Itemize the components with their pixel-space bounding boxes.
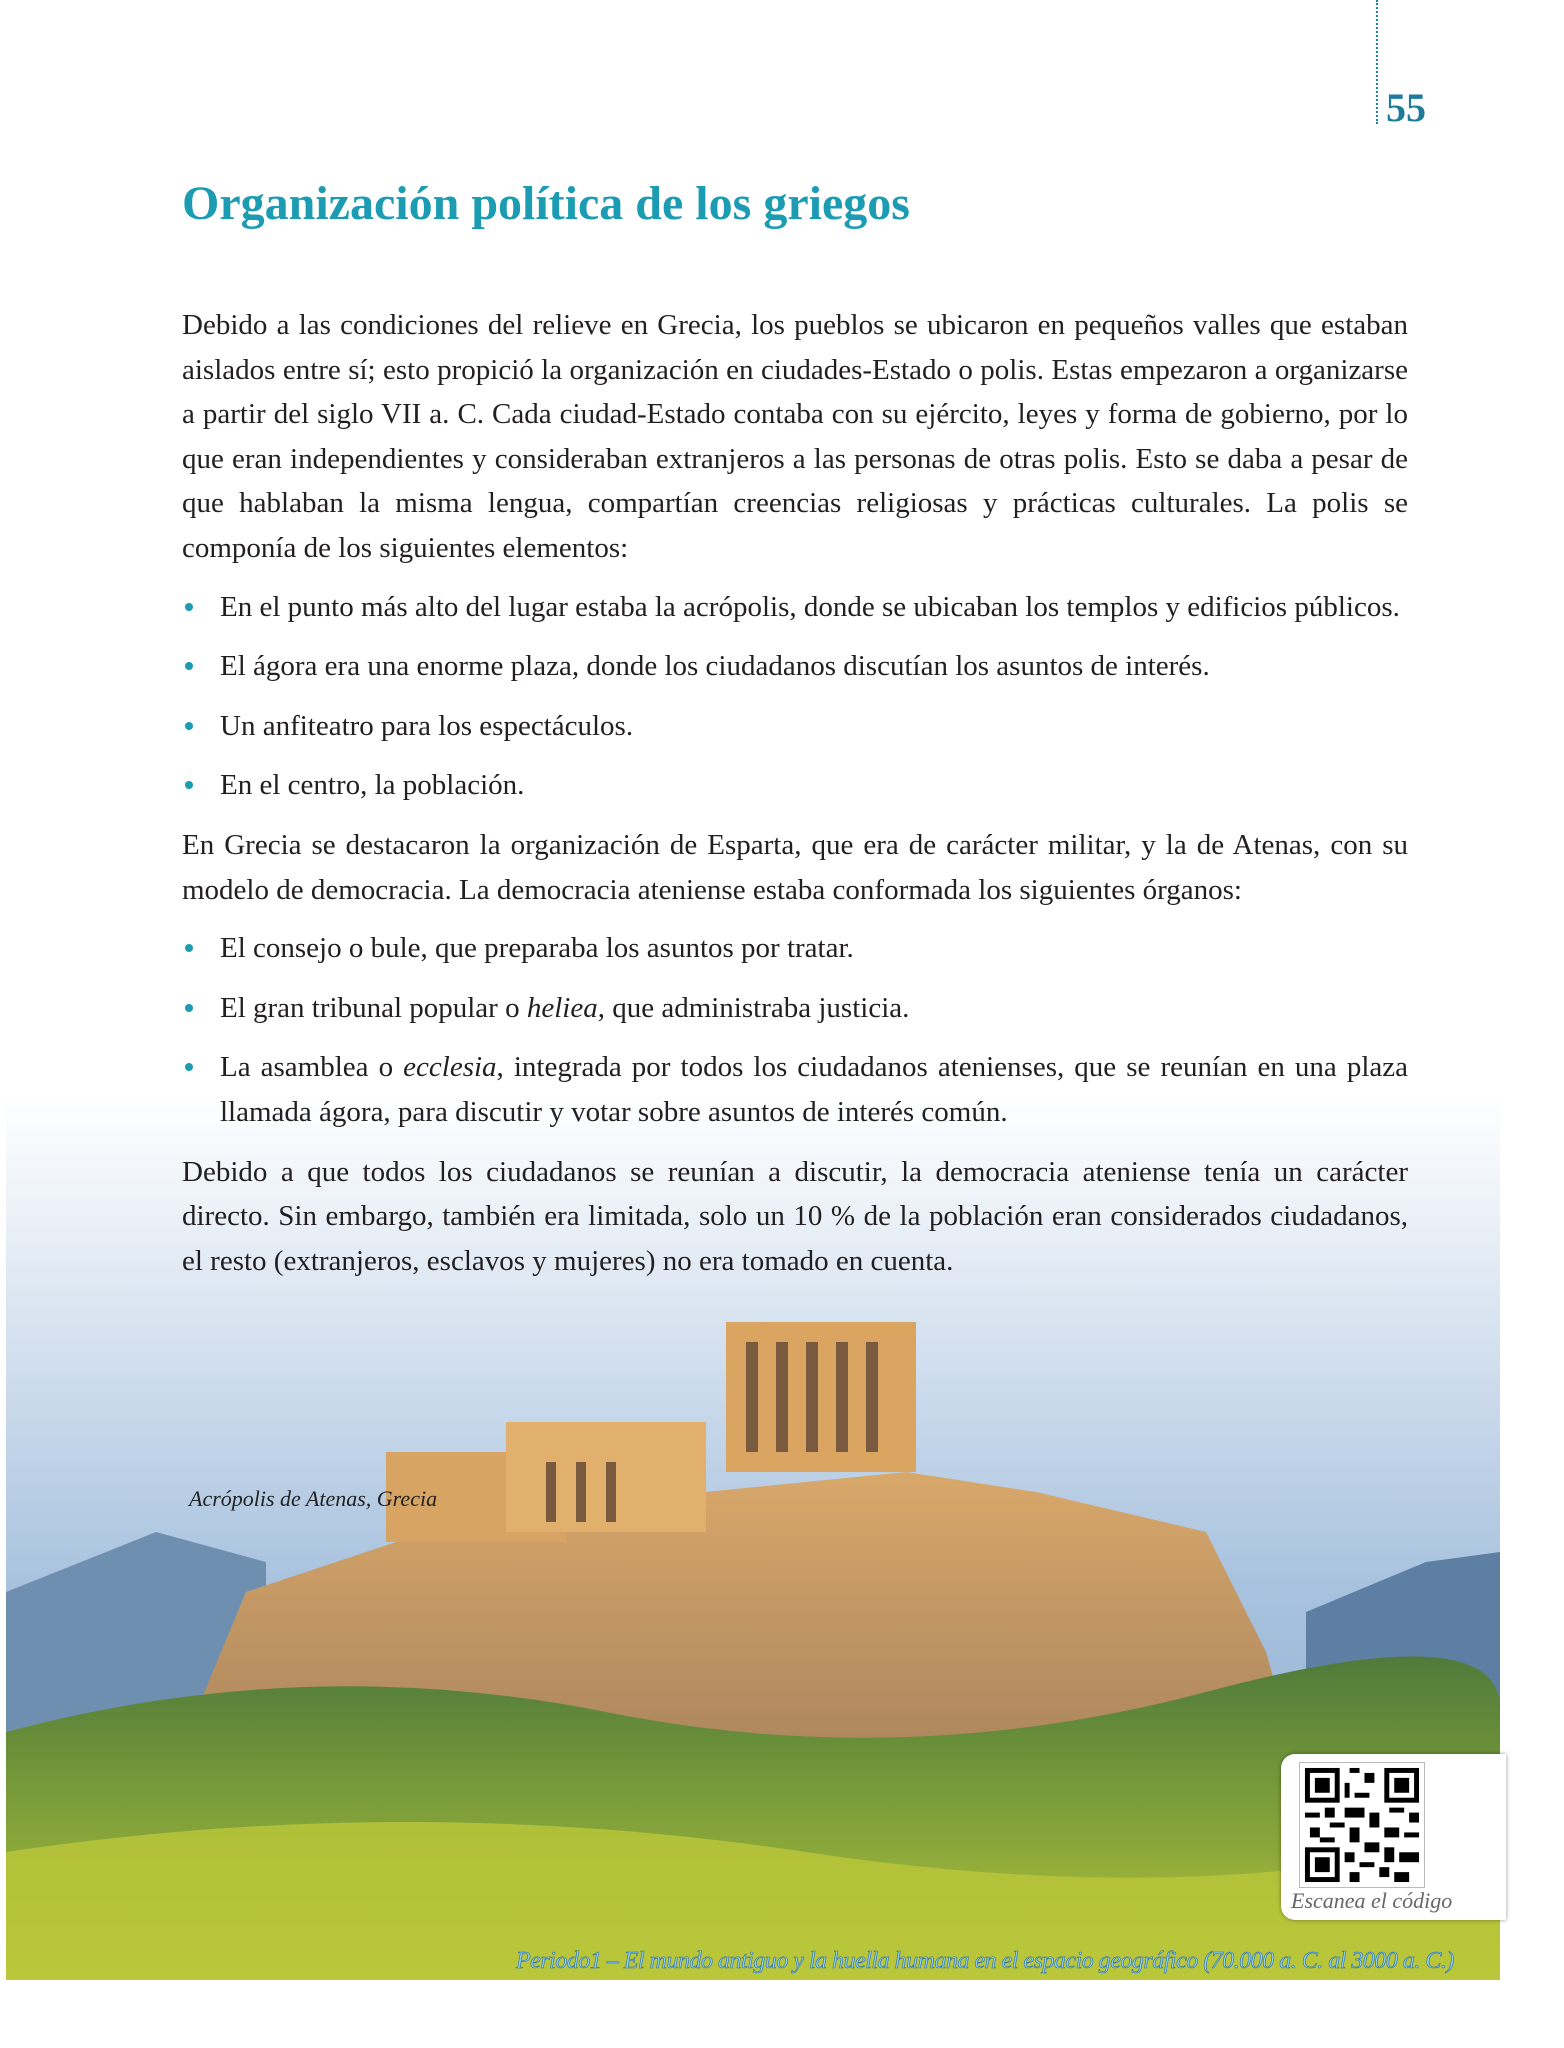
conclusion-paragraph: Debido a que todos los ciudadanos se reunían a discutir, la democracia ateniense tenía un carácter directo. Sin embargo, también era limitada, solo un 10 % de la población eran considerados ciudadanos, el resto (extranjeros, esclavos y mujeres) no era tomado en cuenta. xyxy=(182,1155,1408,1277)
item-text: El gran tribunal popular o xyxy=(220,991,527,1024)
page-number: 55 xyxy=(1386,85,1426,130)
main-text xyxy=(182,303,1408,1297)
item-text: La asamblea o xyxy=(220,1051,404,1084)
item-term: ecclesia xyxy=(403,1051,497,1084)
page-margin-divider xyxy=(1376,0,1378,124)
item-text: , integrada por todos los ciudadanos atenienses, que se reunían en una plaza llamada ágora, para discutir y votar sobre asuntos de interés común. xyxy=(220,1051,1408,1128)
page-footer: Periodo1 – El mundo antiguo y la huella humana en el espacio geográfico (70.000 a. C. al 3000 a. C.) xyxy=(516,1948,1454,1974)
list-item xyxy=(182,1045,1408,1134)
item-text: , que administraba justicia. xyxy=(597,991,910,1024)
photo-caption: Acrópolis de Atenas, Grecia xyxy=(189,1486,438,1511)
list-item: En el centro, la población. xyxy=(182,763,1408,808)
list-item: En el punto más alto del lugar estaba la acrópolis, donde se ubicaban los templos y edificios públicos. xyxy=(182,585,1408,630)
polis-elements-list xyxy=(182,585,1408,808)
list-item: Un anfiteatro para los espectáculos. xyxy=(182,704,1408,749)
athenian-organs-list xyxy=(182,926,1408,1134)
qr-code-box[interactable] xyxy=(1281,1754,1506,1920)
qr-code-icon[interactable] xyxy=(1299,1762,1425,1888)
list-item xyxy=(182,986,1408,1031)
page-title: Organización política de los griegos xyxy=(182,177,910,230)
qr-label: Escanea el código xyxy=(1291,1888,1453,1913)
item-term: heliea xyxy=(526,991,598,1024)
item-text: El consejo o bule, que preparaba los asuntos por tratar. xyxy=(220,932,854,965)
list-item xyxy=(182,926,1408,971)
democracy-paragraph: En Grecia se destacaron la organización de Esparta, que era de carácter militar, y la de Atenas, con su modelo de democracia. La democracia ateniense estaba conformada los siguientes órganos: xyxy=(182,828,1408,906)
list-item: El ágora era una enorme plaza, donde los ciudadanos discutían los asuntos de interés. xyxy=(182,644,1408,689)
intro-paragraph: Debido a las condiciones del relieve en Grecia, los pueblos se ubicaron en pequeños valles que estaban aislados entre sí; esto propició la organización en ciudades-Estado o polis. Estas empezaron a organizarse a partir del siglo VII a. C. Cada ciudad-Estado contaba con su ejército, leyes y forma de gobierno, por lo que eran independientes y consideraban extranjeros a las personas de otras polis. Esto se daba a pesar de que hablaban la misma lengua, compartían creencias religiosas y prácticas culturales. La polis se componía de los siguientes elementos: xyxy=(182,309,1408,564)
